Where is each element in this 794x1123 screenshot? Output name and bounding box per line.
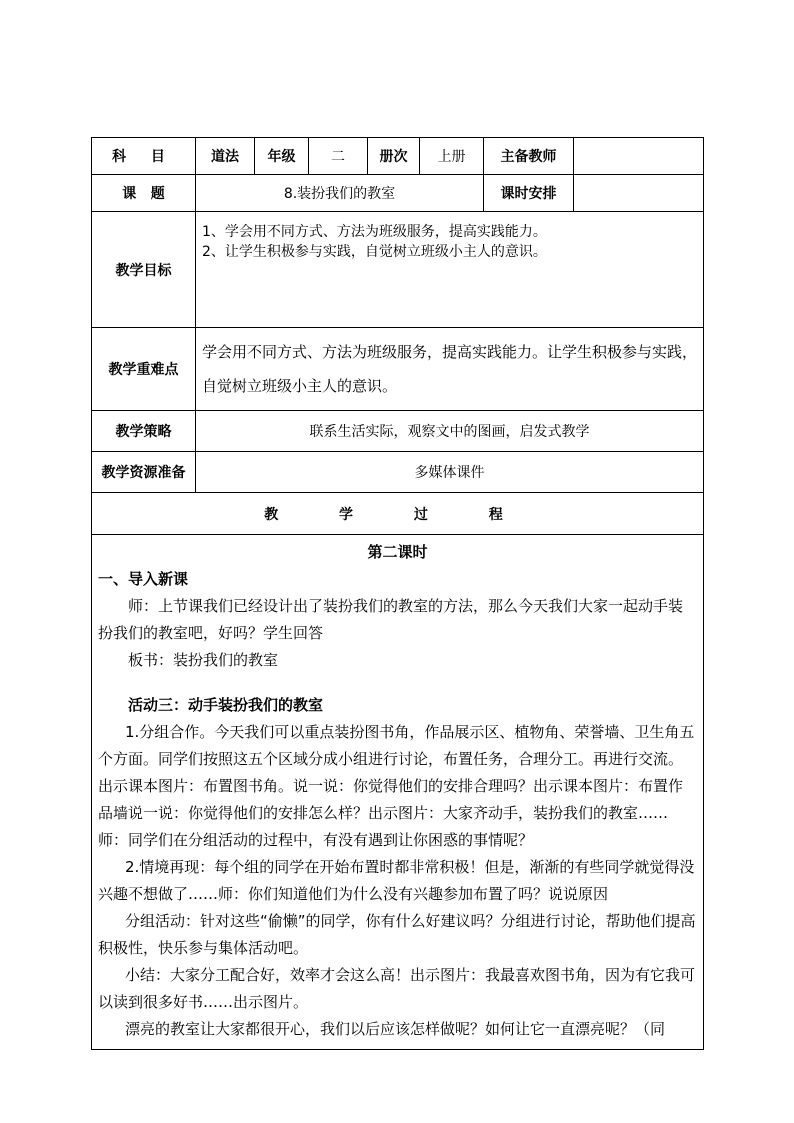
goal-item: 2、让学生积极参与实践，自觉树立班级小主人的意识。 (202, 244, 547, 260)
volume-label: 册次 (368, 138, 420, 175)
section-title: 一、导入新课 (98, 570, 189, 588)
activity-title: 活动三：动手装扮我们的教室 (128, 696, 324, 714)
process-body (92, 535, 704, 1050)
topic-value: 8.装扮我们的教室 (196, 175, 484, 212)
paragraph: 板书：装扮我们的教室 (128, 651, 279, 669)
grade-label: 年级 (255, 138, 309, 175)
volume-value: 上册 (420, 138, 484, 175)
subject-value: 道法 (196, 138, 255, 175)
grade-value: 二 (309, 138, 368, 175)
lesson-plan (91, 137, 703, 1050)
paragraph: 2.情境再现：每个组的同学在开始布置时都非常积极！但是，渐渐的有些同学就觉得没兴趣不想做了……师：你们知道他们为什么没有兴趣参加布置了吗？说说原因 (98, 858, 695, 903)
lesson-plan-table (91, 137, 704, 1050)
resources-text: 多媒体课件 (196, 452, 704, 493)
process-heading: 教 学 过 程 (92, 493, 704, 535)
header-row (92, 138, 704, 175)
goals-content (196, 212, 704, 328)
paragraph: 1.分组合作。今天我们可以重点装扮图书角，作品展示区、植物角、荣誉墙、卫生角五个方面。同学们按照这五个区域分成小组进行讨论，布置任务，合理分工。再进行交流。出示课本图片：布置图书角。说一说：你觉得他们的安排合理吗？出示课本图片：布置作品墙说一说：你觉得他们的安排怎么样？出示图片：大家齐动手，装扮我们的教室……师：同学们在分组活动的过程中，有没有遇到让你困惑的事情呢？ (98, 723, 695, 849)
spacer (98, 674, 697, 692)
key-points-text: 学会用不同方式、方法为班级服务，提高实践能力。让学生积极参与实践，自觉树立班级小主人的意识。 (196, 328, 704, 411)
process-body-row (92, 535, 704, 1050)
goal-item: 1、学会用不同方式、方法为班级服务，提高实践能力。 (202, 224, 547, 240)
teacher-label: 主备教师 (484, 138, 574, 175)
paragraph: 小结：大家分工配合好，效率才会这么高！出示图片：我最喜欢图书角，因为有它我可以读到很多好书……出示图片。 (98, 966, 696, 1011)
topic-row (92, 175, 704, 212)
process-heading-row (92, 493, 704, 535)
topic-label: 课 题 (92, 175, 196, 212)
strategy-label: 教学策略 (92, 411, 196, 452)
goals-row (92, 212, 704, 328)
paragraph: 师：上节课我们已经设计出了装扮我们的教室的方法，那么今天我们大家一起动手装扮我们的教室吧，好吗？学生回答 (98, 597, 684, 642)
key-points-row (92, 328, 704, 411)
subject-label: 科 目 (92, 138, 196, 175)
strategy-row (92, 411, 704, 452)
strategy-text: 联系生活实际，观察文中的图画，启发式教学 (196, 411, 704, 452)
teacher-value (574, 138, 704, 175)
goals-label: 教学目标 (92, 212, 196, 328)
hours-value (574, 175, 704, 212)
resources-label: 教学资源准备 (92, 452, 196, 493)
key-points-label: 教学重难点 (92, 328, 196, 411)
resources-row (92, 452, 704, 493)
paragraph: 漂亮的教室让大家都很开心，我们以后应该怎样做呢？如何让它一直漂亮呢？（同 (125, 1020, 666, 1038)
session-title: 第二课时 (367, 543, 428, 561)
paragraph: 分组活动：针对这些“偷懒”的同学，你有什么好建议吗？分组进行讨论，帮助他们提高积极性，快乐参与集体活动吧。 (98, 912, 696, 957)
hours-label: 课时安排 (484, 175, 574, 212)
